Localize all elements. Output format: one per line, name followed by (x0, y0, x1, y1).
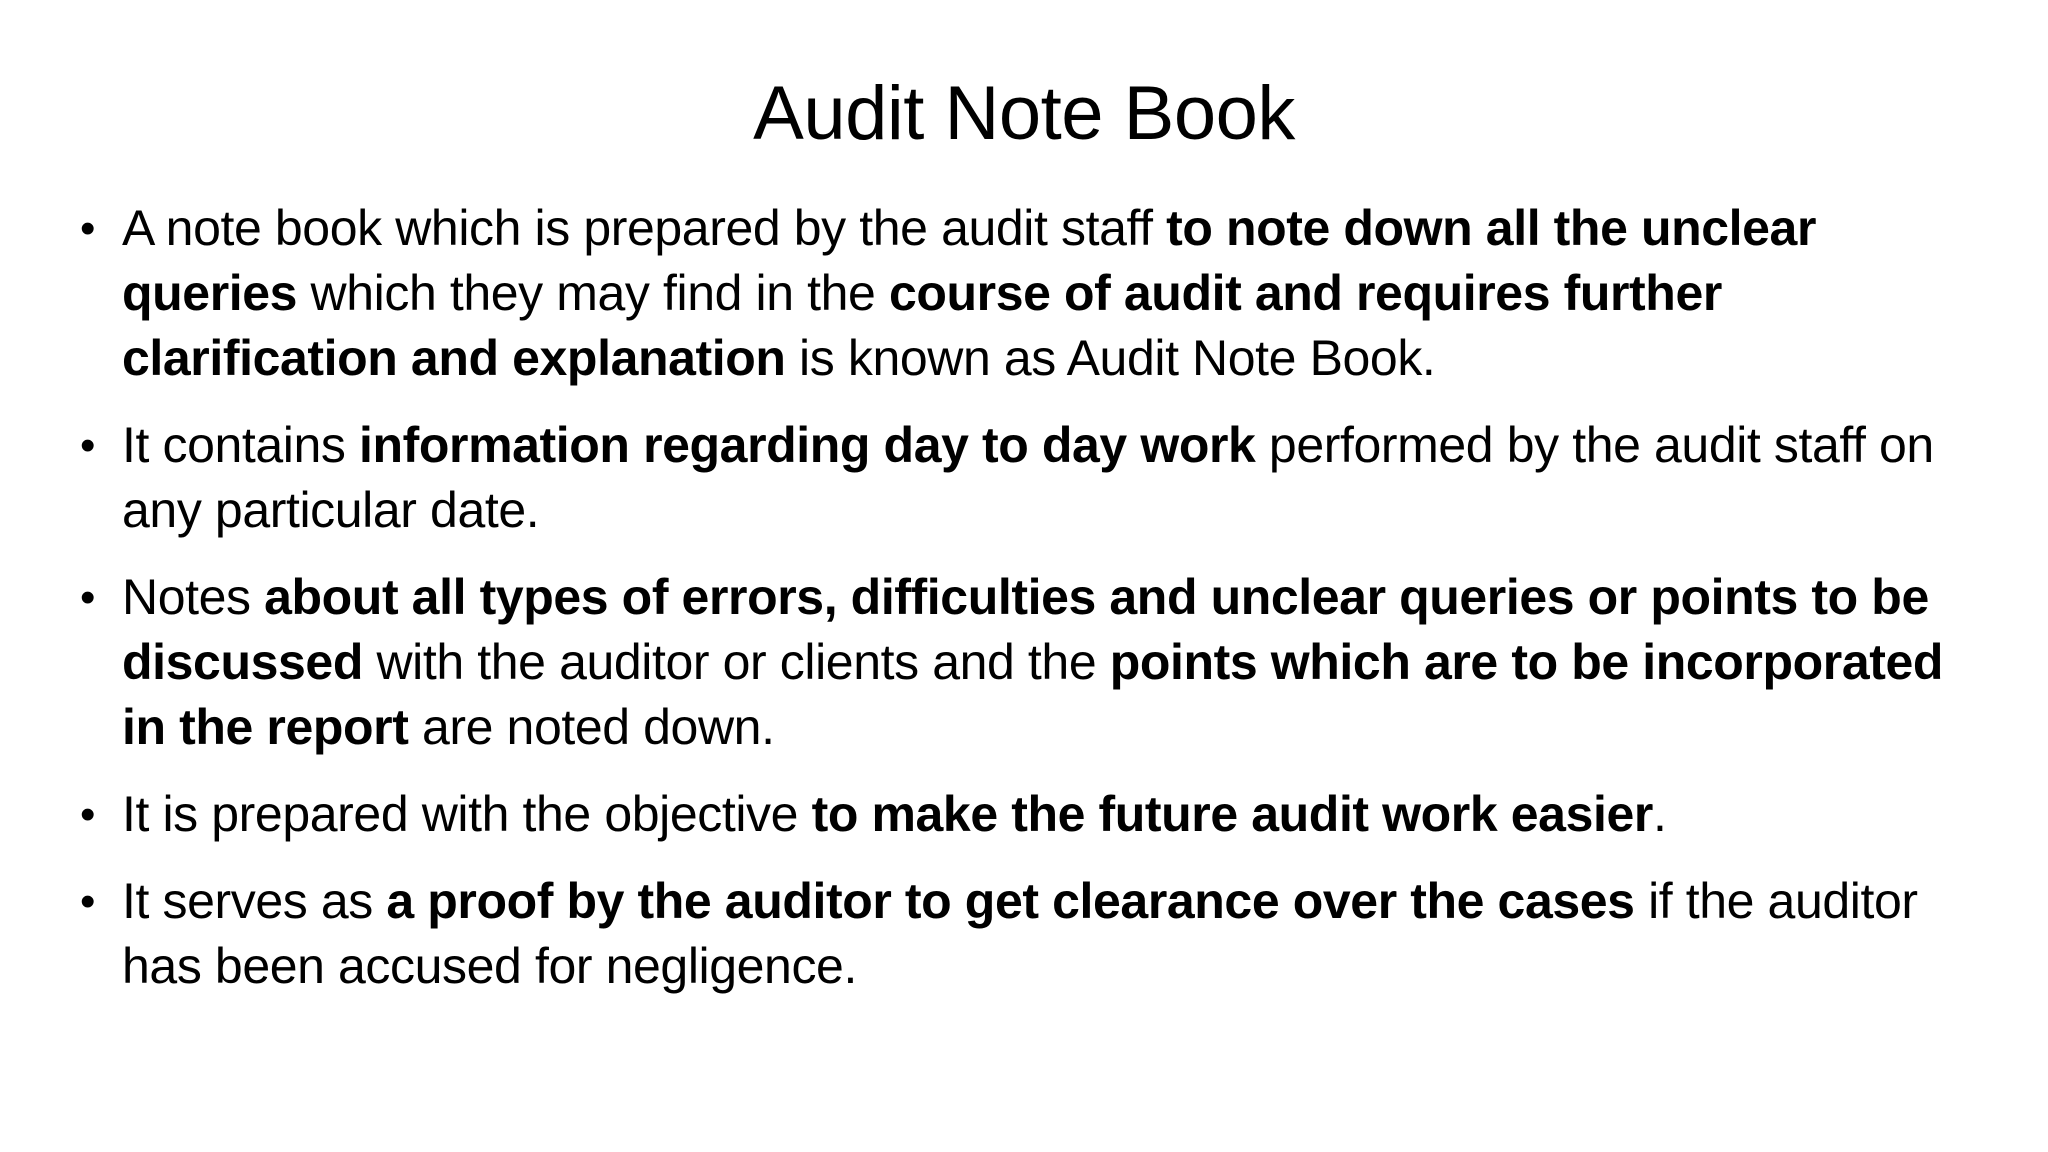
emphasis-text: a proof by the auditor to get clearance over the cases (386, 873, 1635, 929)
bullet-icon: • (80, 790, 96, 839)
emphasis-text: course of audit and requires further clarification and explanation (122, 265, 1722, 386)
bullet-item (80, 196, 1985, 391)
emphasis-text: about all types of errors, difficulties and unclear queries or points to be discussed (122, 569, 1929, 690)
bullet-text (122, 417, 1934, 538)
text-segment: Notes (122, 569, 265, 625)
emphasis-text: to note down all the unclear queries (122, 200, 1817, 321)
emphasis-text: to make the future audit work easier (811, 786, 1653, 842)
bullet-icon: • (80, 204, 96, 253)
text-segment: A note book which is prepared by the audit staff (122, 200, 1167, 256)
bullet-text (122, 873, 1918, 994)
text-segment: which they may find in the (297, 265, 889, 321)
text-segment: if the auditor has been accused for negligence. (122, 873, 1918, 994)
bullet-item (80, 413, 1985, 543)
text-segment: . (1652, 786, 1667, 842)
text-segment: are noted down. (408, 699, 775, 755)
text-segment: is known as Audit Note Book. (785, 330, 1436, 386)
text-segment: It contains (122, 417, 359, 473)
text-segment: It serves as (122, 873, 387, 929)
bullet-icon: • (80, 877, 96, 926)
text-segment: with the auditor or clients and the (362, 634, 1110, 690)
text-segment: performed by the audit staff on any particular date. (122, 417, 1934, 538)
bullet-item (80, 782, 1985, 847)
bullet-list (80, 196, 1985, 1021)
bullet-text (122, 569, 1943, 755)
emphasis-text: points which are to be incorporated in the report (122, 634, 1944, 755)
bullet-icon: • (80, 421, 96, 470)
slide-title: Audit Note Book (753, 71, 1295, 156)
bullet-text (122, 786, 1666, 842)
bullet-item (80, 869, 1985, 999)
emphasis-text: information regarding day to day work (359, 417, 1256, 473)
bullet-text (122, 200, 1816, 386)
bullet-item (80, 565, 1985, 760)
bullet-icon: • (80, 573, 96, 622)
text-segment: It is prepared with the objective (122, 786, 812, 842)
